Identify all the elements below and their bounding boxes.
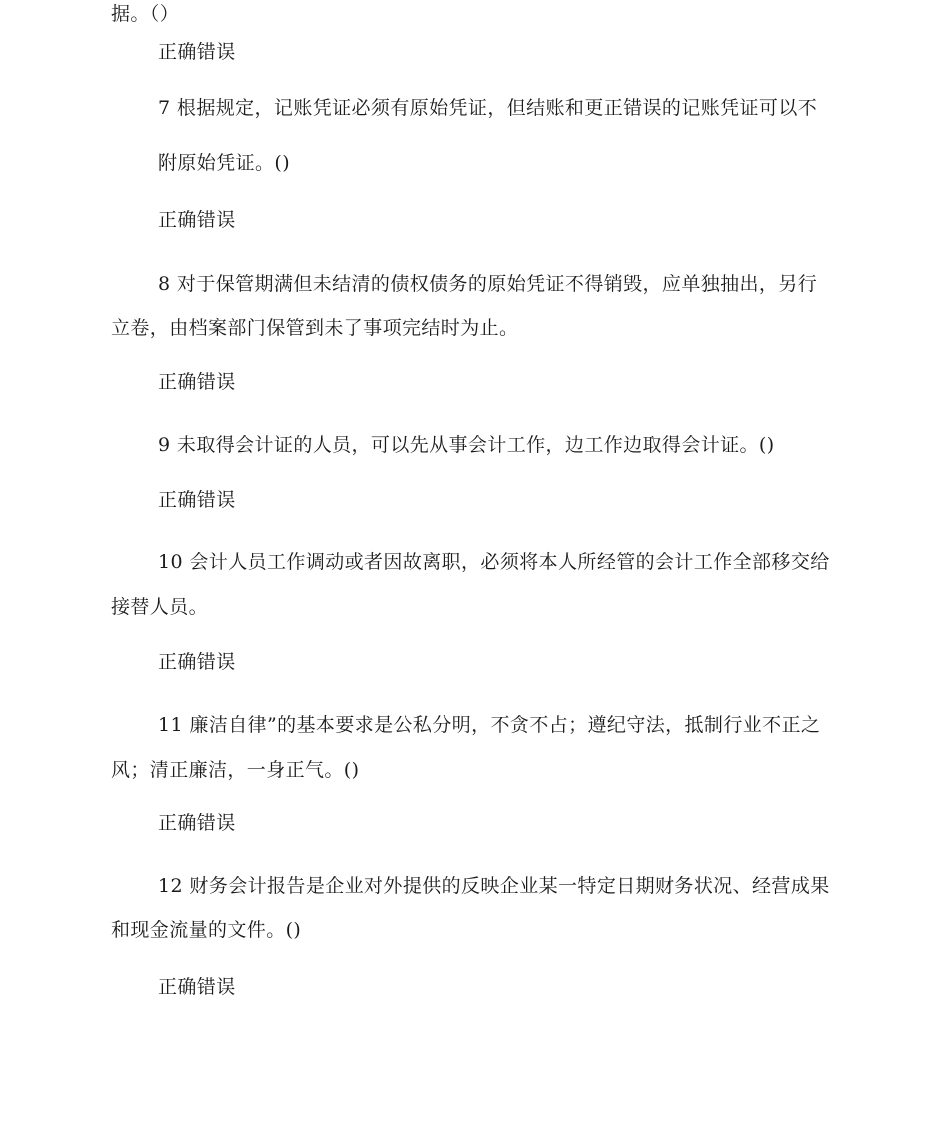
question-11-line-2: 风；清正廉洁，一身正气。() (111, 759, 360, 781)
question-7-line-2: 附原始凭证。() (158, 152, 291, 174)
question-12-line-1: 12 财务会计报告是企业对外提供的反映企业某一特定日期财务状况、经营成果 (158, 875, 830, 897)
answer-options-7: 正确错误 (158, 209, 236, 231)
question-6-tail: 据。（） (111, 3, 180, 25)
answer-options-8: 正确错误 (158, 371, 236, 393)
answer-options-10: 正确错误 (158, 651, 236, 673)
question-8-line-1: 8 对于保管期满但未结清的债权债务的原始凭证不得销毁，应单独抽出，另行 (158, 273, 818, 295)
answer-options-6: 正确错误 (158, 41, 236, 63)
question-11-line-1: 11 廉洁自律”的基本要求是公私分明，不贪不占；遵纪守法，抵制行业不正之 (158, 714, 821, 736)
question-7-line-1: 7 根据规定，记账凭证必须有原始凭证，但结账和更正错误的记账凭证可以不 (158, 97, 818, 119)
answer-options-9: 正确错误 (158, 489, 236, 511)
question-9-line-1: 9 未取得会计证的人员，可以先从事会计工作，边工作边取得会计证。() (158, 434, 775, 456)
question-12-line-2: 和现金流量的文件。() (111, 919, 302, 941)
question-10-line-1: 10 会计人员工作调动或者因故离职，必须将本人所经管的会计工作全部移交给 (158, 551, 830, 573)
question-10-line-2: 接替人员。 (111, 596, 209, 618)
question-8-line-2: 立卷，由档案部门保管到未了事项完结时为止。 (111, 317, 519, 339)
answer-options-12: 正确错误 (158, 976, 236, 998)
answer-options-11: 正确错误 (158, 812, 236, 834)
